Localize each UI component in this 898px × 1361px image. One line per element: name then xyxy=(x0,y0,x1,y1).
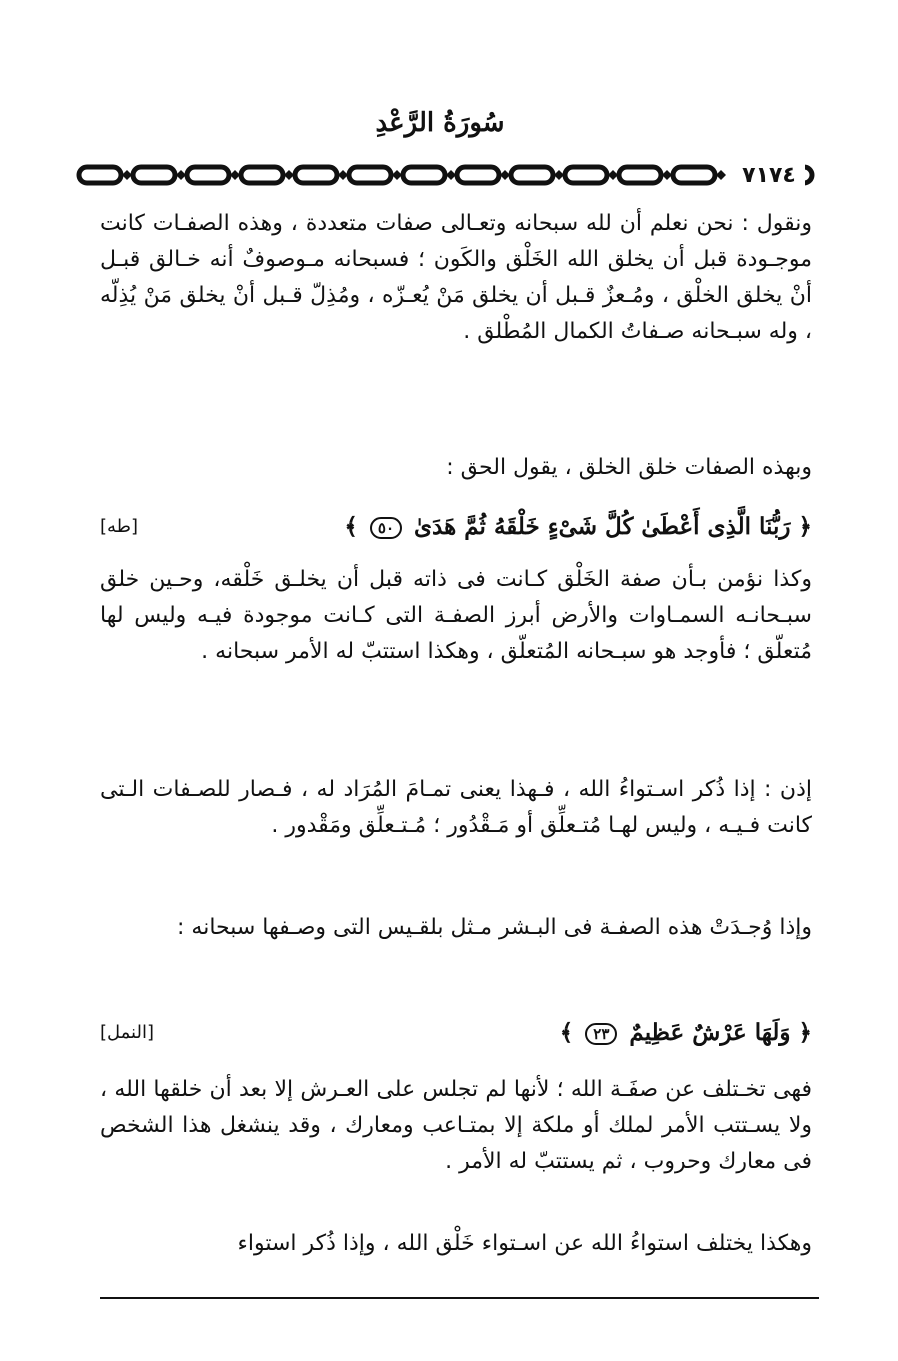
verse-text xyxy=(344,513,812,540)
verse-body: رَبُّنَا الَّذِى أَعْطَىٰ كُلَّ شَىْءٍ خَلْقَهُ ثُمَّ هَدَىٰ xyxy=(414,512,791,540)
chain-link xyxy=(241,167,283,183)
chain-diamond xyxy=(554,170,564,180)
quran-verse-1 xyxy=(100,506,812,546)
verse-open-bracket: ﴿ xyxy=(798,512,812,540)
chain-diamond xyxy=(176,170,186,180)
surah-title: سُورَةُ الرَّعْدِ xyxy=(375,108,505,138)
chain-link xyxy=(79,167,121,183)
chain-link xyxy=(673,167,715,183)
chain-link xyxy=(295,167,337,183)
paragraph-4: إذن : إذا ذُكر اسـتواءُ الله ، فـهذا يعنى تمـامَ المُرَاد له ، فـصار للصـفات الـتى كانت فـيـه ، وليس لهـا مُتـعلِّق أو مَـقْدُور ؛ مُـتـعلِّق ومَقْدور . xyxy=(100,777,812,838)
decorative-chain-border xyxy=(76,158,816,192)
chain-link xyxy=(133,167,175,183)
chain-link xyxy=(511,167,553,183)
chain-diamond xyxy=(284,170,294,180)
verse-body: وَلَهَا عَرْشٌ عَظِيمٌ xyxy=(629,1018,791,1046)
chain-link xyxy=(457,167,499,183)
chain-link xyxy=(403,167,445,183)
paragraph-3: وكذا نؤمن بـأن صفة الخَلْق كـانت فى ذاته قبل أن يخلـق خَلْقه، وحـين خلق سبـحانـه السمـاوات والأرض أبرز الصفـة التى كـانت موجودة فيـه وليس لها مُتعلّق ؛ فأوجد هو سبـحانه المُتعلّق ، وهكذا استتبّ له الأمر سبحانه . xyxy=(100,567,812,664)
verse-reference: [طه] xyxy=(100,515,139,537)
verse-number: ٢٣ xyxy=(585,1023,617,1045)
verse-open-bracket: ﴿ xyxy=(798,1018,812,1046)
verse-text xyxy=(560,1019,812,1046)
chain-link xyxy=(349,167,391,183)
chain-link xyxy=(187,167,229,183)
chain-diamond xyxy=(608,170,618,180)
paragraph-1: ونقول : نحن نعلم أن لله سبحانه وتعـالى صفات متعددة ، وهذه الصفـات كانت موجـودة قبل أن يخلق الله الخَلْق والكَون ؛ فسبحانه مـوصوفٌ أنه خـالق قبـل أنْ يخلق الخلْق ، ومُـعزٌ قـبل أن يخلق مَنْ يُعـزّه ، ومُذِلّ قـبل أنْ يخلق مَنْ يُذِلّه ، وله سبـحانه صـفاتُ الكمال المُطْلق . xyxy=(100,211,812,344)
chain-diamond xyxy=(230,170,240,180)
chain-diamond xyxy=(338,170,348,180)
verse-close-bracket: ﴾ xyxy=(344,512,358,540)
paragraph-2: وبهذه الصفات خلق الخلق ، يقول الحق : xyxy=(446,455,812,480)
verse-reference: [النمل] xyxy=(100,1021,154,1043)
verse-number: ٥٠ xyxy=(370,517,402,539)
chain-link xyxy=(619,167,661,183)
chain-diamond xyxy=(662,170,672,180)
chain-diamond xyxy=(446,170,456,180)
verse-close-bracket: ﴾ xyxy=(559,1018,574,1046)
paragraph-5: وإذا وُجـدَتْ هذه الصفـة فى البـشر مـثل بلقـيس التى وصـفها سبحانه : xyxy=(177,915,812,940)
chain-diamond xyxy=(716,170,726,180)
quran-verse-2 xyxy=(100,1012,812,1052)
footer-rule xyxy=(100,1297,819,1299)
chain-diamond xyxy=(392,170,402,180)
paragraph-7: وهكذا يختلف استواءُ الله عن اسـتواء خَلْق الله ، وإذا ذُكر استواء xyxy=(237,1231,812,1256)
chain-diamond xyxy=(500,170,510,180)
paragraph-6: فهى تخـتلف عن صفَـة الله ؛ لأنها لم تجلس على العـرش إلا بعد أن خلقها الله ، ولا يسـتتب الأمر لملك أو ملكة إلا بمتـاعب ومعارك ، وقد ينشغل هذا الشخص فى معارك وحروب ، ثم يستتبّ له الأمر . xyxy=(100,1077,812,1174)
page-number: ٧١٧٤ xyxy=(733,158,805,192)
chain-diamond xyxy=(122,170,132,180)
chain-link xyxy=(565,167,607,183)
